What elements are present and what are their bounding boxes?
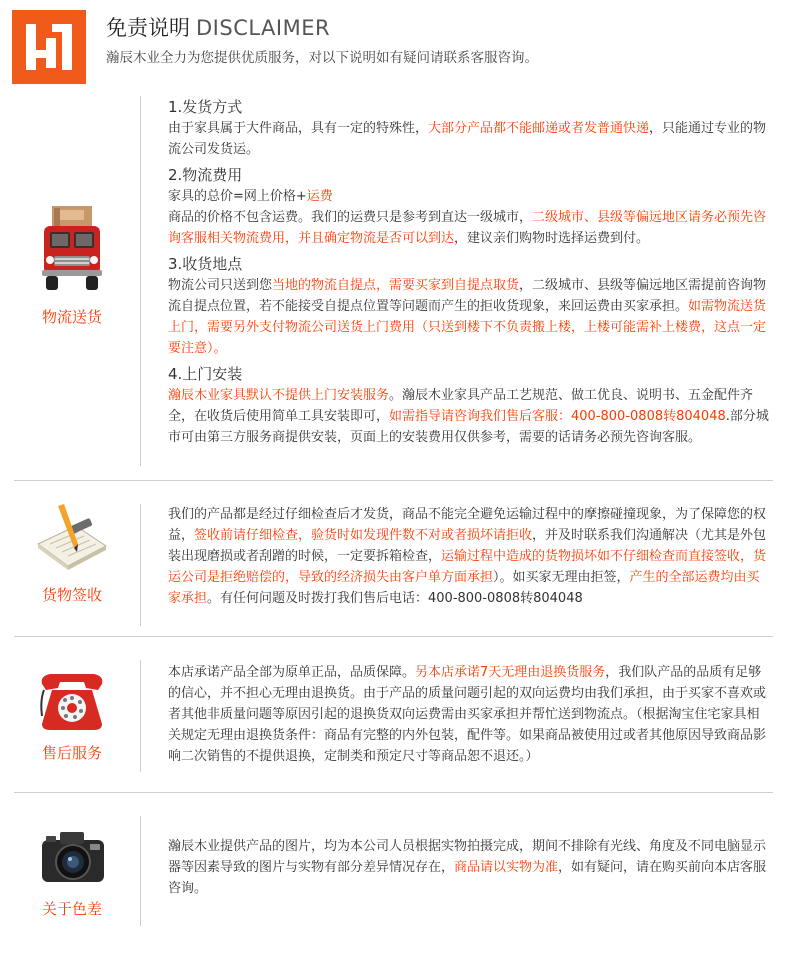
- page-subtitle: 瀚辰木业全力为您提供优质服务，对以下说明如有疑问请联系客服咨询。: [106, 50, 538, 66]
- delivery-truck-icon: [38, 204, 106, 298]
- aftersales-text: 本店承诺产品全部为原单正品，品质保障。另本店承诺7天无理由退换货服务，我们队产品的品质有足够的信心，并不担心无理由退换货。由于产品的质量问题引起的双向运费均由我们承担，由于买家不喜欢或者其他非质量问题等原因引起的退换货双向运费需由买家承担并帮忙送到物流点。（根据淘宝住宅家具相关规定无理由退换货条件：商品有完整的内外包装，配件等。如果商品被使用过或者其他原因导致商品影响二次销售的不提供退换，定制类和预定尺寸等商品恕不退还。）: [168, 665, 767, 764]
- color-diff-text: 瀚辰木业提供产品的图片，均为本公司人员根据实物拍摄完成，期间不排除有光线、角度及不同电脑显示器等因素导致的图片与实物有部分差异情况存在，商品请以实物为准，如有疑问，请在购买前向本店客服咨询。: [168, 839, 767, 896]
- installation-heading: 4.上门安装: [168, 365, 243, 383]
- aftersales-content: [168, 662, 772, 767]
- title-cn: 免责说明: [106, 16, 190, 40]
- color-diff-label: 关于色差: [41, 900, 102, 918]
- signing-label: 货物签收: [41, 586, 102, 604]
- pickup-location-heading: 3.收货地点: [168, 255, 243, 273]
- brand-logo-icon: [12, 10, 86, 84]
- logistics-content: [168, 96, 772, 448]
- camera-icon: [40, 828, 106, 890]
- brand-logo: [12, 10, 86, 84]
- section-divider-vertical: [140, 96, 141, 466]
- logistics-section: [14, 96, 772, 476]
- installation-text: 瀚辰木业家具默认不提供上门安装服务。瀚辰木业家具产品工艺规范、做工优良、说明书、五金配件齐全，在收货后使用简单工具安装即可，如需指导请咨询我们售后客服：400-800-0808转804048.部分城市可由第三方服务商提供安装，页面上的安装费用仅供参考，需要的话请务必预先咨询客服。: [168, 388, 769, 445]
- section-divider-vertical: [140, 660, 141, 772]
- section-divider-vertical: [140, 816, 141, 926]
- signing-section: [14, 480, 772, 636]
- shipping-method-heading: 1.发货方式: [168, 98, 243, 116]
- signing-text: 我们的产品都是经过仔细检查后才发货，商品不能完全避免运输过程中的摩擦碰撞现象，为了保障您的权益，签收前请仔细检查，验货时如发现件数不对或者损坏请拒收，并及时联系我们沟通解决（尤其是外包装出现磨损或者刮蹭的时候，一定要拆箱检查，运输过程中造成的货物损坏如不仔细检查而直接签收，货运公司是拒绝赔偿的，导致的经济损失由客户单方面承担）。如买家无理由拒签，产生的全部运费均由买家承担。有任何问题及时拨打我们售后电话：400-800-0808转804048: [168, 507, 767, 606]
- color-diff-content: [168, 836, 772, 899]
- signing-content: [168, 504, 772, 609]
- section-divider-vertical: [140, 504, 141, 626]
- pickup-location-text: 物流公司只送到您当地的物流自提点，需要买家到自提点取货，二级城市、县级等偏远地区需提前咨询物流自提点位置，若不能接受自提点位置等问题而产生的拒收货现象，来回运费由买家承担。如需物流送货上门，需要另外支付物流公司送货上门费用（只送到楼下不负责搬上楼，上楼可能需补上楼费，这点一定要注意）。: [168, 278, 767, 356]
- title-en: DISCLAIMER: [196, 16, 331, 40]
- aftersales-section: [14, 636, 772, 790]
- aftersales-label: 售后服务: [41, 744, 102, 762]
- page-title: [106, 12, 330, 42]
- shipping-cost-formula: 家具的总价=网上价格+运费: [168, 189, 333, 204]
- clipboard-pen-icon: [34, 504, 110, 578]
- shipping-method-text: 由于家具属于大件商品，具有一定的特殊性，大部分产品都不能邮递或者发普通快递，只能通过专业的物流公司发货运。: [168, 121, 767, 157]
- logistics-label: 物流送货: [41, 308, 102, 326]
- red-telephone-icon: [36, 670, 108, 738]
- color-diff-section: [14, 792, 772, 942]
- shipping-cost-text: 商品的价格不包含运费。我们的运费只是参考到直达一级城市，二级城市、县级等偏远地区请务必预先咨询客服相关物流费用，并且确定物流是否可以到达，建议亲们购物时选择运费到付。: [168, 210, 767, 246]
- shipping-cost-heading: 2.物流费用: [168, 166, 243, 184]
